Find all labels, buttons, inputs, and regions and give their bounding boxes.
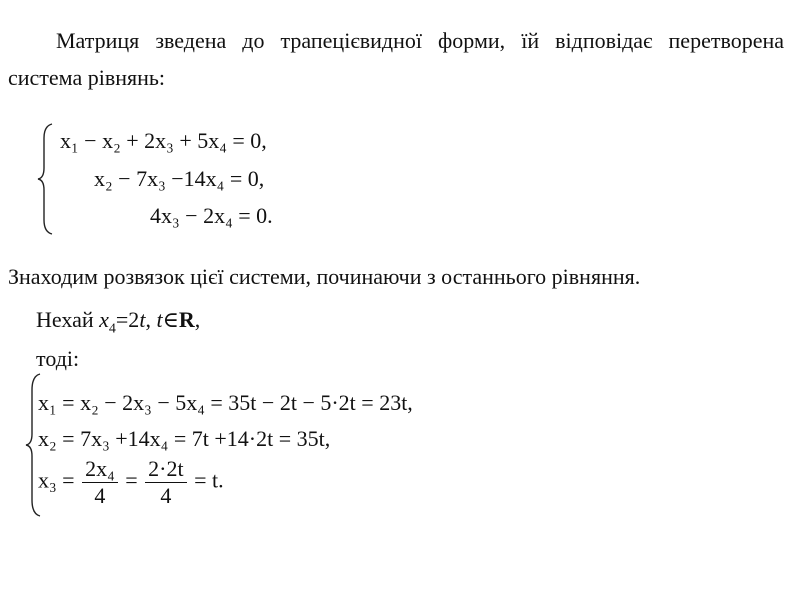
let-param-2: t xyxy=(156,307,163,332)
fraction-2-denominator: 4 xyxy=(160,483,172,508)
eq3-lhs: x₃ = xyxy=(38,467,75,493)
fraction-2-numerator: 2·2t xyxy=(145,456,186,483)
system2-equation-2: x₂ = 7x₃ +14x₄ = 7t +14·2t = 35t, xyxy=(38,426,331,451)
system1-equation-1: x₁ − x₂ + 2x₃ + 5x₄ = 0, xyxy=(60,128,267,153)
fraction-1-numerator: 2x₄ xyxy=(82,456,118,483)
element-of-symbol: ∈ xyxy=(162,307,179,332)
let-eq: =2 xyxy=(115,307,140,332)
let-end: , xyxy=(194,307,201,332)
system1-equation-2: x₂ − 7x₃ −14x₄ = 0, xyxy=(94,166,265,191)
intro-paragraph: Матриця зведена до трапецієвидної форми, їй відповідає перетворена система рівнянь: xyxy=(8,28,784,90)
fraction-1-denominator: 4 xyxy=(94,483,106,508)
parameter-line xyxy=(36,307,200,337)
fraction-1 xyxy=(82,456,118,509)
let-prefix: Нехай xyxy=(36,307,100,332)
let-variable: x xyxy=(99,307,109,332)
system1-equation-3: 4x₃ − 2x₄ = 0. xyxy=(150,203,273,228)
let-subscript: 4 xyxy=(108,321,116,337)
real-set: R xyxy=(178,307,195,332)
fraction-2 xyxy=(145,456,186,509)
left-brace-icon xyxy=(34,122,56,236)
eq3-equals: = xyxy=(125,467,138,493)
then-line: тоді: xyxy=(36,346,80,371)
let-comma: , xyxy=(145,307,157,332)
system2-equation-3 xyxy=(38,456,224,509)
let-param: t xyxy=(139,307,146,332)
system2-equation-1: x₁ = x₂ − 2x₃ − 5x₄ = 35t − 2t − 5·2t = 23t, xyxy=(38,390,413,415)
eq3-rhs: = t. xyxy=(194,467,224,493)
solve-paragraph: Знаходим розвязок цієї системи, починаючи з останнього рівняння. xyxy=(8,264,641,289)
